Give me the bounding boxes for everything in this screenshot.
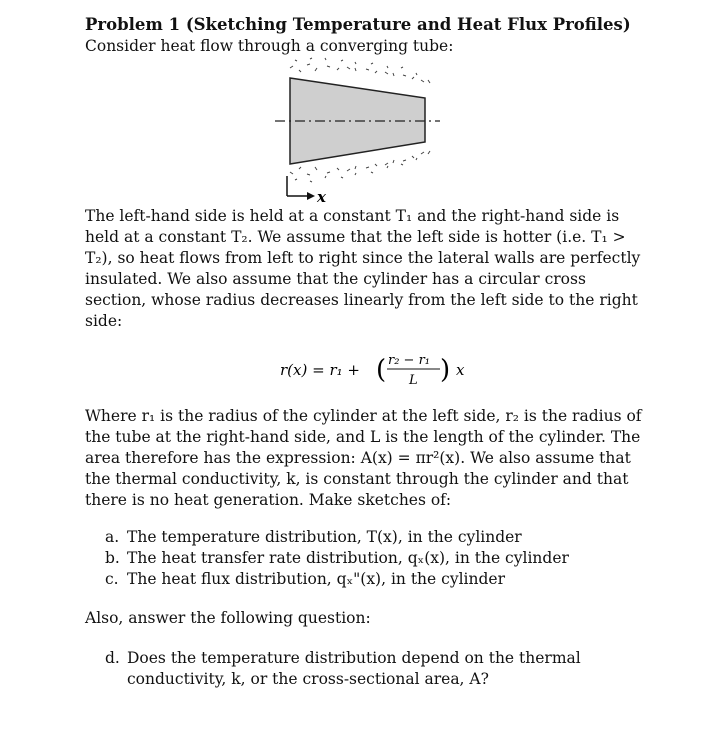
question-d-label: d.	[105, 649, 120, 667]
radius-equation	[85, 350, 645, 390]
top-insulation	[290, 58, 430, 83]
equation-render	[280, 350, 480, 390]
problem-container	[85, 14, 645, 690]
sketch-list	[85, 527, 645, 590]
x-axis-label: x	[317, 188, 326, 206]
also-answer-text: Also, answer the following question:	[85, 609, 371, 627]
list-item	[85, 548, 645, 569]
paragraph-definitions: Where r₁ is the radius of the cylinder at the left side, r₂ is the radius of the tube at the right-hand side, and L is the length of the cylinder. The area therefore has the expression: A(x) = πr²(x). We also assume that the thermal conductivity, k, is constant through the cylinder and that there is no heat generation. Make sketches of:	[85, 407, 642, 509]
equation-lhs: r(x) = r₁ +	[280, 361, 360, 379]
converging-tube-figure	[85, 56, 645, 206]
paragraph-boundary-conditions: The left-hand side is held at a constant T₁ and the right-hand side is held at a constant T₂. We assume that the left side is hotter (i.e. T₁ > T₂), so heat flows from left to right since the lateral walls are perfectly insulated. We also assume that the cylinder has a circular cross section, whose radius decreases linearly from the left side to the right side:	[85, 207, 641, 330]
x-axis	[287, 176, 315, 200]
problem-intro: Consider heat flow through a converging tube:	[85, 37, 454, 55]
question-d-text: Does the temperature distribution depend on the thermal conductivity, k, or the cross-sectional area, A?	[127, 649, 581, 688]
left-paren: (	[376, 355, 387, 385]
item-label: a.	[105, 528, 120, 546]
equation-tail: x	[456, 361, 465, 379]
question-d	[85, 648, 645, 690]
item-text: The temperature distribution, T(x), in the cylinder	[127, 528, 522, 546]
converging-tube-diagram	[85, 56, 645, 206]
right-paren: )	[440, 355, 451, 385]
item-text: The heat transfer rate distribution, qₓ(x), in the cylinder	[127, 549, 569, 567]
list-item	[85, 527, 645, 548]
equation-numerator: r₂ − r₁	[388, 353, 431, 368]
list-item	[85, 569, 645, 590]
item-label: b.	[105, 549, 120, 567]
equation-denominator: L	[409, 373, 418, 388]
item-text: The heat flux distribution, qₓ"(x), in the cylinder	[127, 570, 505, 588]
item-label: c.	[105, 570, 119, 588]
problem-title: Problem 1 (Sketching Temperature and Heat Flux Profiles)	[85, 15, 631, 34]
